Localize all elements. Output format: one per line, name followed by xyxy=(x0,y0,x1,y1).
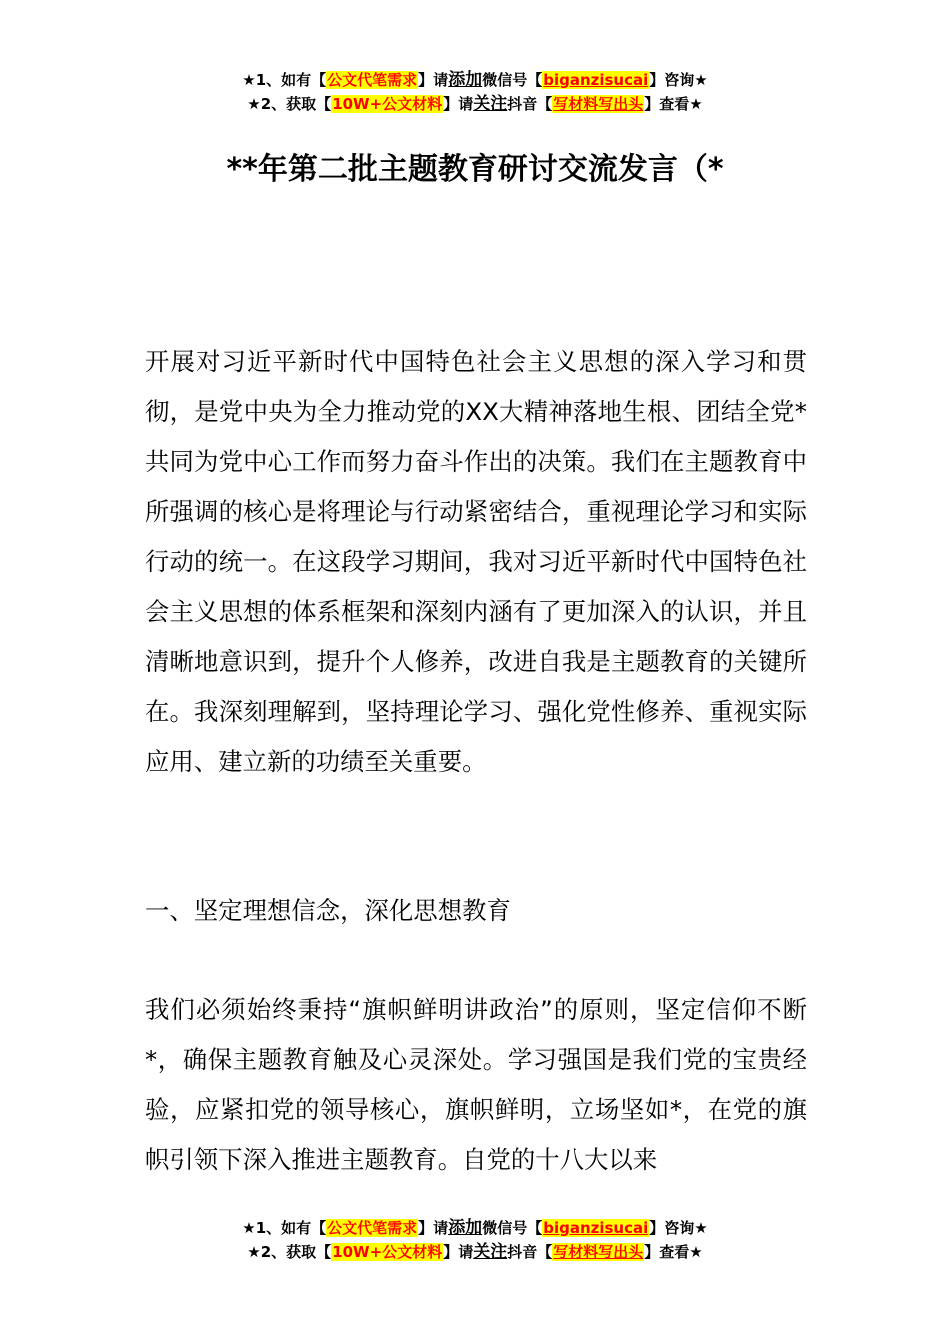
highlight-writing-service: 公文代笔需求 xyxy=(327,71,418,89)
top-banner xyxy=(0,68,950,116)
emphasis-add: 添加 xyxy=(448,1218,483,1238)
banner-text: 】请 xyxy=(418,71,449,89)
banner-line-1 xyxy=(0,68,950,92)
body-paragraph-2: 我们必须始终秉持“旗帜鲜明讲政治”的原则，坚定信仰不断*，确保主题教育触及心灵深处。学习强国是我们党的宝贵经验，应紧扣党的领导核心，旗帜鲜明，立场坚如*，在党的旗帜引领下深入推进主题教育。自党的十八大以来 xyxy=(145,995,807,1174)
banner-text: 】请 xyxy=(418,1219,449,1237)
banner-line-2 xyxy=(0,1240,950,1264)
highlight-wechat-id: biganzisucai xyxy=(543,1219,649,1237)
banner-text: 】查看★ xyxy=(644,1243,703,1261)
banner-text: 】请 xyxy=(443,95,474,113)
highlight-douyin-account: 写材料写出头 xyxy=(553,1243,644,1261)
document-title: **年第二批主题教育研讨交流发言（* xyxy=(226,152,724,187)
banner-text: ★2、获取【 xyxy=(247,1243,332,1261)
banner-text: 微信号【 xyxy=(482,1219,543,1237)
banner-line-2 xyxy=(0,92,950,116)
emphasis-follow: 关注 xyxy=(473,94,508,114)
banner-text: ★2、获取【 xyxy=(247,95,332,113)
emphasis-follow: 关注 xyxy=(473,1242,508,1262)
body-paragraph-1: 开展对习近平新时代中国特色社会主义思想的深入学习和贯彻，是党中央为全力推动党的XX大精神落地生根、团结全党*共同为党中心工作而努力奋斗作出的决策。我们在主题教育中所强调的核心是将理论与行动紧密结合，重视理论学习和实际行动的统一。在这段学习期间，我对习近平新时代中国特色社会主义思想的体系框架和深刻内涵有了更加深入的认识，并且清晰地意识到，提升个人修养，改进自我是主题教育的关键所在。我深刻理解到，坚持理论学习、强化党性修养、重视实际应用、建立新的功绩至关重要。 xyxy=(145,347,807,776)
banner-text: 】请 xyxy=(443,1243,474,1261)
banner-text: 】咨询★ xyxy=(649,71,708,89)
banner-line-1 xyxy=(0,1216,950,1240)
highlight-writing-service: 公文代笔需求 xyxy=(327,1219,418,1237)
highlight-wechat-id: biganzisucai xyxy=(543,71,649,89)
banner-text: ★1、如有【 xyxy=(242,71,327,89)
highlight-materials: 10W+公文材料 xyxy=(332,95,443,113)
banner-text: 抖音【 xyxy=(507,1243,553,1261)
bottom-banner xyxy=(0,1216,950,1264)
banner-text: 抖音【 xyxy=(507,95,553,113)
emphasis-add: 添加 xyxy=(448,70,483,90)
highlight-materials: 10W+公文材料 xyxy=(332,1243,443,1261)
banner-text: 】咨询★ xyxy=(649,1219,708,1237)
highlight-douyin-account: 写材料写出头 xyxy=(553,95,644,113)
banner-text: ★1、如有【 xyxy=(242,1219,327,1237)
banner-text: 】查看★ xyxy=(644,95,703,113)
section-heading-1: 一、坚定理想信念，深化思想教育 xyxy=(145,896,511,925)
banner-text: 微信号【 xyxy=(482,71,543,89)
